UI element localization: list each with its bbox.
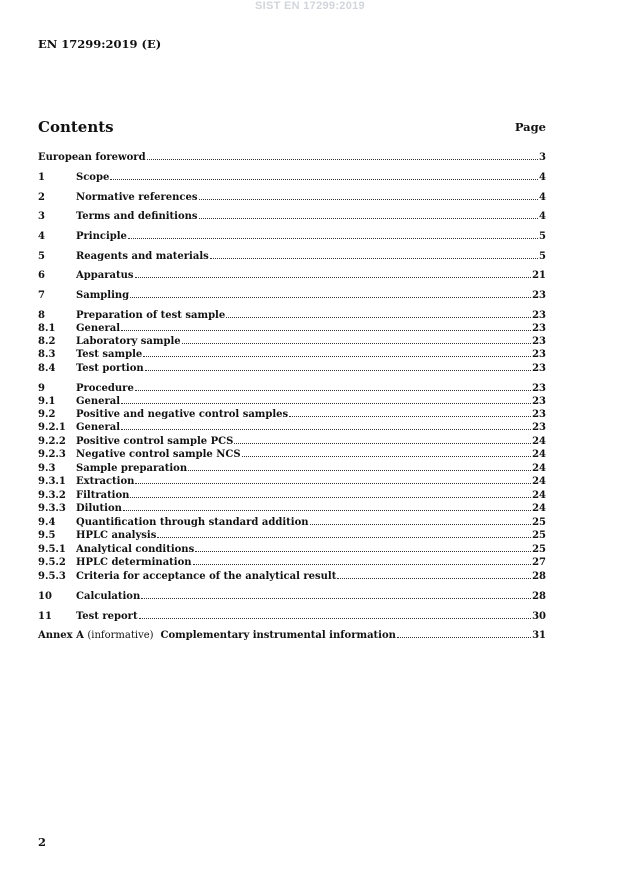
toc-entry[interactable] — [38, 448, 546, 461]
toc-entry-page: 28 — [532, 591, 546, 602]
dot-leader — [289, 416, 531, 417]
toc-entry[interactable] — [38, 590, 546, 603]
toc-entry-page: 23 — [532, 383, 546, 394]
toc-entry-title: Sampling — [76, 290, 130, 301]
dot-leader — [141, 598, 531, 599]
toc-entry-title: Filtration — [76, 490, 130, 501]
toc-entry-page: 5 — [539, 251, 546, 262]
toc-entry-page: 24 — [532, 490, 546, 501]
dot-leader — [135, 483, 531, 484]
toc-entry-number: 8.4 — [38, 363, 56, 374]
toc-entry-title: Positive and negative control samples — [76, 409, 289, 420]
dot-leader — [110, 179, 538, 180]
dot-leader — [199, 199, 539, 200]
toc-entry-title: Criteria for acceptance of the analytical result — [76, 571, 337, 582]
dot-leader — [128, 238, 538, 239]
toc-entry[interactable] — [38, 269, 546, 282]
toc-entry-page: 23 — [532, 349, 546, 360]
toc-entry[interactable] — [38, 516, 546, 529]
toc-entry-title: Laboratory sample — [76, 336, 181, 347]
toc-entry-page: 23 — [532, 323, 546, 334]
toc-entry[interactable] — [38, 191, 546, 204]
toc-entry-page: 23 — [532, 310, 546, 321]
toc-entry[interactable] — [38, 362, 546, 375]
toc-entry[interactable] — [38, 171, 546, 184]
toc-entry-title: General — [76, 323, 121, 334]
dot-leader — [226, 317, 531, 318]
toc-entry-number: 2 — [38, 192, 45, 203]
toc-entry[interactable] — [38, 543, 546, 556]
dot-leader — [139, 618, 532, 619]
toc-entry-number: 9.5.2 — [38, 557, 66, 568]
page-column-label: Page — [514, 120, 546, 134]
toc-entry-title: Normative references — [76, 192, 198, 203]
toc-entry[interactable] — [38, 408, 546, 421]
dot-leader — [337, 578, 531, 579]
toc-entry-title: Test portion — [76, 363, 144, 374]
toc-entry-number: 10 — [38, 591, 52, 602]
toc-entry[interactable] — [38, 556, 546, 569]
toc-entry-page: 23 — [532, 290, 546, 301]
dot-leader — [157, 537, 531, 538]
toc-entry[interactable] — [38, 250, 546, 263]
dot-leader — [193, 564, 532, 565]
annex-label: Annex A — [38, 630, 84, 641]
annex-title: Complementary instrumental information — [160, 630, 396, 641]
toc-entry-page: 4 — [539, 192, 546, 203]
toc-entry-page: 23 — [532, 422, 546, 433]
toc-entry-number: 9.5.1 — [38, 544, 66, 555]
toc-entry-page: 30 — [532, 611, 546, 622]
dot-leader — [234, 443, 531, 444]
toc-entry-page: 5 — [539, 231, 546, 242]
watermark: SIST EN 17299:2019 — [255, 0, 365, 12]
page-number: 2 — [38, 835, 47, 849]
dot-leader — [199, 218, 539, 219]
toc-entry-number: 8 — [38, 310, 45, 321]
toc-entry-number: 9 — [38, 383, 45, 394]
dot-leader — [397, 637, 531, 638]
toc-entry-page: 25 — [532, 530, 546, 541]
toc-entry-number: 9.3 — [38, 463, 56, 474]
toc-entry-title: Terms and definitions — [76, 211, 198, 222]
toc-entry[interactable] — [38, 382, 546, 395]
toc-entry-page: 31 — [532, 630, 546, 641]
toc-entry[interactable] — [38, 502, 546, 515]
toc-entry-page: 27 — [532, 557, 546, 568]
dot-leader — [188, 470, 531, 471]
toc-entry-title: Preparation of test sample — [76, 310, 226, 321]
toc-entry-title: European foreword — [38, 152, 146, 163]
toc-entry[interactable] — [38, 570, 546, 583]
toc-entry-number: 9.2.2 — [38, 436, 66, 447]
toc-entry-number: 9.2.3 — [38, 449, 66, 460]
toc-entry-page: 4 — [539, 172, 546, 183]
toc-entry-title: Extraction — [76, 476, 135, 487]
toc-entry-page: 23 — [532, 363, 546, 374]
dot-leader — [130, 297, 531, 298]
toc-entry-title: Principle — [76, 231, 127, 242]
toc-entry-page: 25 — [532, 544, 546, 555]
toc-entry-page: 4 — [539, 211, 546, 222]
toc-entry-page: 24 — [532, 503, 546, 514]
toc-entry-number: 7 — [38, 290, 45, 301]
dot-leader — [242, 456, 532, 457]
toc-entry[interactable] — [38, 489, 546, 502]
toc-entry[interactable] — [38, 230, 546, 243]
dot-leader — [130, 497, 531, 498]
contents-heading: Contents — [38, 118, 114, 136]
dot-leader — [121, 403, 531, 404]
toc-entry-page: 23 — [532, 336, 546, 347]
toc-entry-title: Sample preparation — [76, 463, 188, 474]
toc-entry[interactable] — [38, 151, 546, 164]
toc-entry-title: Negative control sample NCS — [76, 449, 241, 460]
toc-entry[interactable] — [38, 462, 546, 475]
toc-entry-number: 3 — [38, 211, 45, 222]
toc-entry-number: 9.5 — [38, 530, 56, 541]
dot-leader — [310, 524, 532, 525]
toc-entry-number: 9.2 — [38, 409, 56, 420]
toc-entry-title: Reagents and materials — [76, 251, 209, 262]
toc-entry-number: 8.1 — [38, 323, 56, 334]
toc-entry[interactable] — [38, 309, 546, 322]
dot-leader — [145, 370, 531, 371]
toc-entry-title: HPLC analysis — [76, 530, 157, 541]
toc-entry[interactable] — [38, 529, 546, 542]
toc-entry-number: 9.4 — [38, 517, 56, 528]
toc-entry-title: Calculation — [76, 591, 141, 602]
toc-entry-page: 24 — [532, 463, 546, 474]
toc-entry[interactable] — [38, 348, 546, 361]
toc-entry-title: Scope — [76, 172, 110, 183]
toc-entry-page: 24 — [532, 449, 546, 460]
toc-entry-number: 8.2 — [38, 336, 56, 347]
toc-entry[interactable] — [38, 435, 546, 448]
toc-entry-number: 9.3.3 — [38, 503, 66, 514]
dot-leader — [123, 510, 531, 511]
toc-entry[interactable] — [38, 475, 546, 488]
toc-entry[interactable] — [38, 289, 546, 302]
toc-entry-page: 24 — [532, 436, 546, 447]
toc-entry[interactable] — [38, 322, 546, 335]
toc-entry[interactable] — [38, 335, 546, 348]
dot-leader — [143, 356, 531, 357]
toc-entry-title: Procedure — [76, 383, 134, 394]
dot-leader — [135, 277, 532, 278]
document-id: EN 17299:2019 (E) — [38, 37, 162, 51]
dot-leader — [210, 258, 538, 259]
annex-qualifier: (informative) — [87, 630, 154, 641]
toc-entry-page: 24 — [532, 476, 546, 487]
toc-entry-title: HPLC determination — [76, 557, 192, 568]
toc-entry-title: Dilution — [76, 503, 122, 514]
toc-entry-number: 8.3 — [38, 349, 56, 360]
dot-leader — [147, 159, 538, 160]
toc-entry-number: 5 — [38, 251, 45, 262]
toc-entry-page: 21 — [532, 270, 546, 281]
toc-entry-page: 23 — [532, 409, 546, 420]
toc-entry-number: 11 — [38, 611, 52, 622]
toc-entry-title: General — [76, 422, 121, 433]
toc-entry-number: 9.2.1 — [38, 422, 66, 433]
dot-leader — [195, 551, 531, 552]
toc-entry-number: 9.3.2 — [38, 490, 66, 501]
toc-entry-title: General — [76, 396, 121, 407]
toc-entry-number: 9.3.1 — [38, 476, 66, 487]
toc-entry-page: 25 — [532, 517, 546, 528]
toc-entry-title: Analytical conditions — [76, 544, 195, 555]
dot-leader — [121, 429, 531, 430]
dot-leader — [121, 330, 531, 331]
toc-entry-page: 23 — [532, 396, 546, 407]
toc-entry-page: 3 — [539, 152, 546, 163]
dot-leader — [182, 343, 531, 344]
toc-entry-title: Quantification through standard addition — [76, 517, 309, 528]
toc-entry-number: 1 — [38, 172, 45, 183]
dot-leader — [135, 390, 531, 391]
annex-entry-title — [38, 629, 396, 642]
toc-entry[interactable] — [38, 421, 546, 434]
toc-entry-number: 6 — [38, 270, 45, 281]
toc-entry-title: Positive control sample PCS — [76, 436, 234, 447]
toc-entry-page: 28 — [532, 571, 546, 582]
toc-entry[interactable] — [38, 210, 546, 223]
toc-entry-title: Apparatus — [76, 270, 134, 281]
toc-entry[interactable] — [38, 395, 546, 408]
toc-entry-annex-a[interactable] — [38, 629, 546, 642]
toc-entry-title: Test report — [76, 611, 138, 622]
toc-entry-number: 9.1 — [38, 396, 56, 407]
toc-entry-number: 9.5.3 — [38, 571, 66, 582]
toc-entry-title: Test sample — [76, 349, 143, 360]
toc-entry[interactable] — [38, 610, 546, 623]
toc-entry-number: 4 — [38, 231, 45, 242]
